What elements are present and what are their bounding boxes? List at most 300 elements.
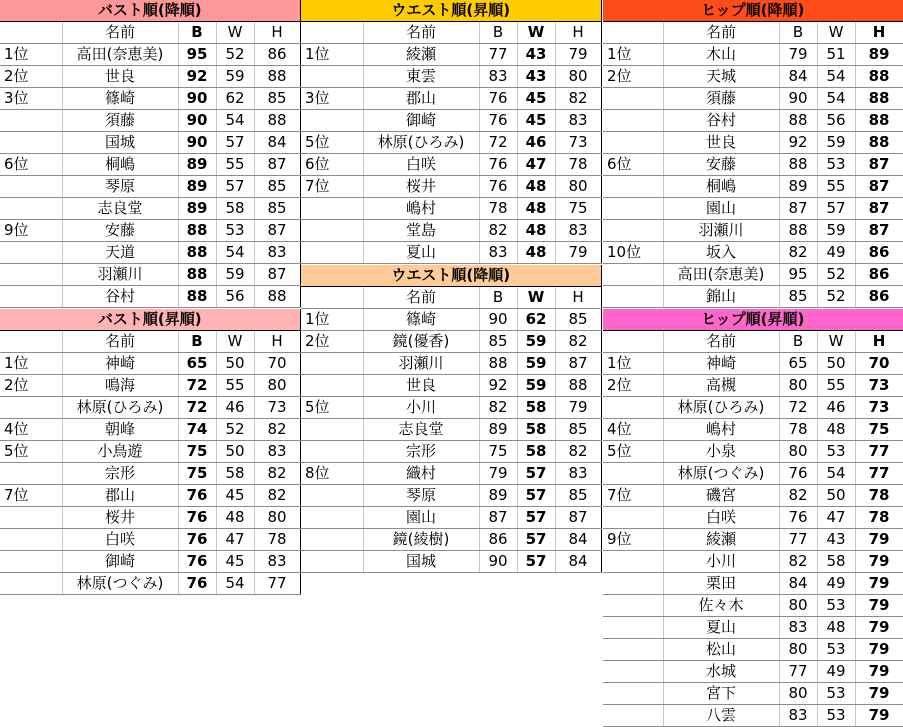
table-row bbox=[603, 617, 903, 639]
waist-desc-table bbox=[301, 265, 602, 573]
cell-h: 79 bbox=[855, 661, 903, 683]
cell-name: 須藤 bbox=[663, 88, 779, 110]
table-row bbox=[0, 132, 300, 154]
cell-h: 82 bbox=[555, 441, 601, 463]
cell-b: 89 bbox=[178, 198, 216, 220]
cell-name: 朝峰 bbox=[62, 419, 178, 441]
cell-w: 45 bbox=[517, 110, 555, 132]
cell-b: 92 bbox=[479, 375, 517, 397]
cell-h: 80 bbox=[555, 176, 601, 198]
cell-h: 88 bbox=[855, 88, 903, 110]
cell-b: 92 bbox=[779, 132, 817, 154]
cell-h: 73 bbox=[555, 132, 601, 154]
cell-h: 88 bbox=[855, 132, 903, 154]
table-row bbox=[0, 573, 300, 595]
cell-name: 桜井 bbox=[363, 176, 479, 198]
cell-h: 86 bbox=[855, 286, 903, 308]
header-rank bbox=[0, 331, 62, 353]
cell-h: 79 bbox=[855, 595, 903, 617]
cell-b: 74 bbox=[178, 419, 216, 441]
table-row bbox=[301, 220, 601, 242]
header-row bbox=[301, 287, 601, 309]
cell-w: 45 bbox=[216, 551, 254, 573]
table-title: バスト順(昇順) bbox=[0, 309, 300, 331]
table-row bbox=[603, 110, 903, 132]
cell-h: 83 bbox=[254, 441, 300, 463]
header-row bbox=[0, 22, 300, 44]
cell-h: 73 bbox=[855, 397, 903, 419]
cell-b: 76 bbox=[178, 485, 216, 507]
cell-name: 佐々木 bbox=[663, 595, 779, 617]
table-title-row bbox=[0, 309, 300, 331]
cell-rank bbox=[0, 551, 62, 573]
table-row bbox=[301, 176, 601, 198]
cell-rank bbox=[603, 397, 663, 419]
cell-rank bbox=[603, 88, 663, 110]
header-b: B bbox=[178, 331, 216, 353]
cell-b: 88 bbox=[178, 220, 216, 242]
cell-name: 桜井 bbox=[62, 507, 178, 529]
cell-w: 52 bbox=[817, 286, 855, 308]
header-rank bbox=[603, 331, 663, 353]
cell-b: 72 bbox=[779, 397, 817, 419]
cell-w: 53 bbox=[817, 595, 855, 617]
table-row bbox=[0, 463, 300, 485]
cell-name: 天道 bbox=[62, 242, 178, 264]
cell-name: 谷村 bbox=[62, 286, 178, 308]
cell-h: 78 bbox=[254, 529, 300, 551]
cell-name: 綾瀬 bbox=[363, 44, 479, 66]
header-name: 名前 bbox=[663, 331, 779, 353]
cell-name: 織村 bbox=[363, 463, 479, 485]
cell-rank bbox=[603, 132, 663, 154]
table-row bbox=[301, 331, 601, 353]
cell-b: 65 bbox=[178, 353, 216, 375]
cell-w: 55 bbox=[216, 375, 254, 397]
cell-h: 87 bbox=[555, 353, 601, 375]
cell-h: 89 bbox=[855, 44, 903, 66]
cell-b: 76 bbox=[178, 573, 216, 595]
cell-b: 89 bbox=[178, 154, 216, 176]
cell-name: 園山 bbox=[363, 507, 479, 529]
cell-rank bbox=[603, 176, 663, 198]
cell-name: 琴原 bbox=[62, 176, 178, 198]
table-row bbox=[603, 661, 903, 683]
cell-h: 83 bbox=[254, 551, 300, 573]
header-rank bbox=[0, 22, 62, 44]
table-row bbox=[301, 110, 601, 132]
cell-rank: 7位 bbox=[0, 485, 62, 507]
cell-b: 76 bbox=[178, 551, 216, 573]
cell-h: 79 bbox=[855, 683, 903, 705]
cell-name: 志良堂 bbox=[363, 419, 479, 441]
cell-h: 79 bbox=[555, 397, 601, 419]
cell-w: 47 bbox=[517, 154, 555, 176]
cell-rank: 3位 bbox=[301, 88, 363, 110]
cell-w: 46 bbox=[517, 132, 555, 154]
cell-rank: 8位 bbox=[301, 463, 363, 485]
cell-name: 白咲 bbox=[62, 529, 178, 551]
cell-b: 92 bbox=[178, 66, 216, 88]
table-row bbox=[0, 551, 300, 573]
cell-h: 79 bbox=[855, 639, 903, 661]
cell-rank bbox=[0, 507, 62, 529]
cell-b: 82 bbox=[779, 242, 817, 264]
cell-name: 磯宮 bbox=[663, 485, 779, 507]
table-row bbox=[301, 88, 601, 110]
cell-b: 76 bbox=[779, 507, 817, 529]
table-row bbox=[301, 485, 601, 507]
cell-w: 59 bbox=[216, 66, 254, 88]
cell-h: 73 bbox=[254, 397, 300, 419]
cell-name: 天城 bbox=[663, 66, 779, 88]
cell-w: 54 bbox=[817, 66, 855, 88]
cell-b: 76 bbox=[479, 154, 517, 176]
cell-w: 52 bbox=[216, 419, 254, 441]
cell-name: 世良 bbox=[62, 66, 178, 88]
cell-name: 林原(ひろみ) bbox=[62, 397, 178, 419]
cell-name: 世良 bbox=[363, 375, 479, 397]
cell-name: 小泉 bbox=[663, 441, 779, 463]
cell-b: 89 bbox=[479, 485, 517, 507]
cell-h: 86 bbox=[855, 264, 903, 286]
header-w: W bbox=[817, 331, 855, 353]
cell-rank bbox=[0, 573, 62, 595]
cell-h: 86 bbox=[855, 242, 903, 264]
cell-w: 54 bbox=[216, 573, 254, 595]
cell-name: 安藤 bbox=[663, 154, 779, 176]
table-row bbox=[603, 375, 903, 397]
cell-h: 85 bbox=[254, 198, 300, 220]
cell-name: 須藤 bbox=[62, 110, 178, 132]
cell-name: 鳴海 bbox=[62, 375, 178, 397]
cell-h: 88 bbox=[254, 286, 300, 308]
header-row bbox=[301, 22, 601, 44]
cell-rank: 6位 bbox=[0, 154, 62, 176]
cell-b: 84 bbox=[779, 66, 817, 88]
table-row bbox=[603, 286, 903, 308]
table-row bbox=[603, 529, 903, 551]
cell-h: 73 bbox=[855, 375, 903, 397]
cell-name: 木山 bbox=[663, 44, 779, 66]
cell-b: 76 bbox=[779, 463, 817, 485]
cell-b: 83 bbox=[479, 66, 517, 88]
cell-h: 80 bbox=[254, 507, 300, 529]
table-row bbox=[301, 66, 601, 88]
cell-rank: 9位 bbox=[603, 529, 663, 551]
cell-h: 79 bbox=[555, 242, 601, 264]
cell-w: 52 bbox=[216, 44, 254, 66]
table-row bbox=[0, 353, 300, 375]
cell-rank bbox=[0, 176, 62, 198]
cell-rank bbox=[0, 242, 62, 264]
cell-w: 59 bbox=[817, 220, 855, 242]
cell-h: 87 bbox=[855, 154, 903, 176]
table-title: ヒップ順(降順) bbox=[603, 0, 903, 22]
cell-h: 80 bbox=[254, 375, 300, 397]
cell-rank bbox=[301, 507, 363, 529]
cell-w: 58 bbox=[517, 419, 555, 441]
cell-h: 87 bbox=[855, 176, 903, 198]
table-row bbox=[301, 242, 601, 264]
cell-b: 88 bbox=[178, 242, 216, 264]
cell-w: 49 bbox=[817, 661, 855, 683]
cell-b: 88 bbox=[178, 286, 216, 308]
cell-name: 羽瀬川 bbox=[62, 264, 178, 286]
cell-h: 78 bbox=[555, 154, 601, 176]
cell-w: 55 bbox=[216, 154, 254, 176]
table-row bbox=[0, 286, 300, 308]
table-row bbox=[603, 397, 903, 419]
cell-w: 56 bbox=[817, 110, 855, 132]
cell-name: 郡山 bbox=[363, 88, 479, 110]
cell-name: 綾瀬 bbox=[663, 529, 779, 551]
cell-rank bbox=[301, 110, 363, 132]
cell-h: 77 bbox=[855, 463, 903, 485]
table-row bbox=[301, 154, 601, 176]
cell-h: 70 bbox=[254, 353, 300, 375]
cell-rank: 2位 bbox=[0, 66, 62, 88]
cell-rank bbox=[603, 463, 663, 485]
table-row bbox=[603, 154, 903, 176]
cell-w: 54 bbox=[817, 463, 855, 485]
table-row bbox=[301, 441, 601, 463]
cell-w: 43 bbox=[517, 66, 555, 88]
header-b: B bbox=[779, 22, 817, 44]
cell-w: 55 bbox=[817, 375, 855, 397]
cell-rank: 4位 bbox=[603, 419, 663, 441]
cell-rank bbox=[603, 639, 663, 661]
cell-b: 88 bbox=[178, 264, 216, 286]
table-row bbox=[301, 309, 601, 331]
cell-b: 72 bbox=[178, 397, 216, 419]
cell-name: 宗形 bbox=[62, 463, 178, 485]
table-row bbox=[603, 463, 903, 485]
cell-h: 88 bbox=[555, 375, 601, 397]
cell-name: 世良 bbox=[663, 132, 779, 154]
cell-rank bbox=[0, 264, 62, 286]
cell-w: 45 bbox=[216, 485, 254, 507]
cell-name: 錦山 bbox=[663, 286, 779, 308]
waist-asc-table bbox=[301, 0, 602, 264]
header-rank bbox=[301, 287, 363, 309]
cell-b: 82 bbox=[479, 397, 517, 419]
table-row bbox=[603, 132, 903, 154]
cell-rank: 9位 bbox=[0, 220, 62, 242]
cell-b: 65 bbox=[779, 353, 817, 375]
cell-name: 白咲 bbox=[663, 507, 779, 529]
cell-name: 桐嶋 bbox=[62, 154, 178, 176]
cell-w: 57 bbox=[517, 529, 555, 551]
cell-b: 72 bbox=[479, 132, 517, 154]
table-title-row bbox=[603, 0, 903, 22]
cell-rank bbox=[301, 485, 363, 507]
cell-b: 76 bbox=[178, 507, 216, 529]
cell-b: 75 bbox=[479, 441, 517, 463]
cell-name: 林原(つぐみ) bbox=[62, 573, 178, 595]
cell-b: 75 bbox=[178, 463, 216, 485]
cell-w: 53 bbox=[817, 639, 855, 661]
cell-rank bbox=[301, 242, 363, 264]
cell-rank bbox=[301, 441, 363, 463]
cell-name: 篠崎 bbox=[62, 88, 178, 110]
cell-h: 80 bbox=[555, 66, 601, 88]
cell-w: 48 bbox=[517, 220, 555, 242]
table-row bbox=[0, 88, 300, 110]
table-row bbox=[0, 397, 300, 419]
cell-rank bbox=[0, 132, 62, 154]
cell-rank: 1位 bbox=[603, 353, 663, 375]
cell-h: 82 bbox=[254, 463, 300, 485]
cell-name: 夏山 bbox=[363, 242, 479, 264]
table-row bbox=[301, 507, 601, 529]
table-title-row bbox=[0, 0, 300, 22]
table-row bbox=[603, 88, 903, 110]
cell-b: 78 bbox=[479, 198, 517, 220]
cell-rank bbox=[603, 617, 663, 639]
cell-b: 79 bbox=[479, 463, 517, 485]
cell-w: 45 bbox=[517, 88, 555, 110]
cell-name: 御崎 bbox=[363, 110, 479, 132]
cell-w: 53 bbox=[216, 220, 254, 242]
cell-h: 79 bbox=[855, 705, 903, 727]
cell-rank bbox=[301, 220, 363, 242]
cell-w: 57 bbox=[517, 485, 555, 507]
header-name: 名前 bbox=[363, 287, 479, 309]
cell-w: 59 bbox=[517, 353, 555, 375]
table-row bbox=[0, 44, 300, 66]
cell-name: 水城 bbox=[663, 661, 779, 683]
cell-name: 堂島 bbox=[363, 220, 479, 242]
table-row bbox=[0, 176, 300, 198]
table-row bbox=[603, 242, 903, 264]
cell-rank: 7位 bbox=[301, 176, 363, 198]
cell-rank bbox=[0, 463, 62, 485]
cell-h: 77 bbox=[254, 573, 300, 595]
cell-rank bbox=[301, 551, 363, 573]
header-h: H bbox=[254, 22, 300, 44]
cell-name: 嶋村 bbox=[363, 198, 479, 220]
cell-name: 羽瀬川 bbox=[663, 220, 779, 242]
cell-h: 77 bbox=[855, 441, 903, 463]
header-row bbox=[603, 331, 903, 353]
cell-rank bbox=[0, 397, 62, 419]
cell-rank bbox=[301, 66, 363, 88]
table-row bbox=[0, 529, 300, 551]
cell-name: 小鳥遊 bbox=[62, 441, 178, 463]
cell-b: 77 bbox=[479, 44, 517, 66]
table-row bbox=[301, 198, 601, 220]
table-row bbox=[301, 551, 601, 573]
table-row bbox=[301, 463, 601, 485]
header-w: W bbox=[517, 287, 555, 309]
cell-name: 篠崎 bbox=[363, 309, 479, 331]
cell-b: 89 bbox=[178, 176, 216, 198]
cell-h: 82 bbox=[555, 331, 601, 353]
cell-h: 87 bbox=[855, 220, 903, 242]
table-row bbox=[301, 44, 601, 66]
cell-rank: 1位 bbox=[301, 44, 363, 66]
cell-name: 国城 bbox=[363, 551, 479, 573]
cell-b: 77 bbox=[779, 661, 817, 683]
table-row bbox=[603, 507, 903, 529]
cell-w: 58 bbox=[517, 397, 555, 419]
table-title-row bbox=[301, 265, 601, 287]
table-row bbox=[603, 551, 903, 573]
table-row bbox=[603, 441, 903, 463]
cell-b: 87 bbox=[779, 198, 817, 220]
bust-desc-table bbox=[0, 0, 301, 308]
cell-h: 87 bbox=[254, 154, 300, 176]
cell-b: 80 bbox=[779, 375, 817, 397]
cell-b: 90 bbox=[178, 132, 216, 154]
table-row bbox=[603, 220, 903, 242]
cell-name: 宮下 bbox=[663, 683, 779, 705]
cell-rank bbox=[603, 286, 663, 308]
cell-w: 59 bbox=[216, 264, 254, 286]
cell-w: 50 bbox=[817, 353, 855, 375]
table-title-row bbox=[301, 0, 601, 22]
cell-b: 79 bbox=[779, 44, 817, 66]
cell-b: 83 bbox=[479, 242, 517, 264]
cell-rank bbox=[0, 529, 62, 551]
cell-h: 88 bbox=[254, 66, 300, 88]
table-row bbox=[603, 198, 903, 220]
cell-w: 51 bbox=[817, 44, 855, 66]
cell-rank: 1位 bbox=[603, 44, 663, 66]
cell-w: 52 bbox=[817, 264, 855, 286]
cell-rank: 5位 bbox=[301, 397, 363, 419]
cell-rank: 10位 bbox=[603, 242, 663, 264]
cell-rank bbox=[0, 286, 62, 308]
cell-h: 87 bbox=[855, 198, 903, 220]
cell-w: 43 bbox=[517, 44, 555, 66]
cell-b: 89 bbox=[779, 176, 817, 198]
cell-rank: 2位 bbox=[0, 375, 62, 397]
cell-h: 83 bbox=[555, 220, 601, 242]
header-b: B bbox=[178, 22, 216, 44]
cell-rank bbox=[301, 529, 363, 551]
cell-rank bbox=[0, 110, 62, 132]
cell-b: 88 bbox=[779, 154, 817, 176]
header-w: W bbox=[216, 22, 254, 44]
cell-b: 88 bbox=[779, 110, 817, 132]
table-row bbox=[301, 419, 601, 441]
cell-w: 54 bbox=[216, 242, 254, 264]
cell-name: 東雲 bbox=[363, 66, 479, 88]
cell-b: 85 bbox=[779, 286, 817, 308]
cell-b: 90 bbox=[178, 88, 216, 110]
cell-name: 坂入 bbox=[663, 242, 779, 264]
cell-h: 83 bbox=[254, 242, 300, 264]
table-row bbox=[301, 529, 601, 551]
cell-b: 85 bbox=[479, 331, 517, 353]
cell-w: 46 bbox=[817, 397, 855, 419]
cell-name: 園山 bbox=[663, 198, 779, 220]
header-b: B bbox=[479, 287, 517, 309]
header-name: 名前 bbox=[62, 22, 178, 44]
cell-h: 85 bbox=[555, 309, 601, 331]
header-name: 名前 bbox=[363, 22, 479, 44]
cell-w: 62 bbox=[216, 88, 254, 110]
cell-name: 志良堂 bbox=[62, 198, 178, 220]
cell-b: 82 bbox=[479, 220, 517, 242]
table-row bbox=[0, 441, 300, 463]
cell-w: 54 bbox=[817, 88, 855, 110]
cell-rank bbox=[603, 705, 663, 727]
cell-h: 84 bbox=[555, 551, 601, 573]
table-row bbox=[0, 375, 300, 397]
